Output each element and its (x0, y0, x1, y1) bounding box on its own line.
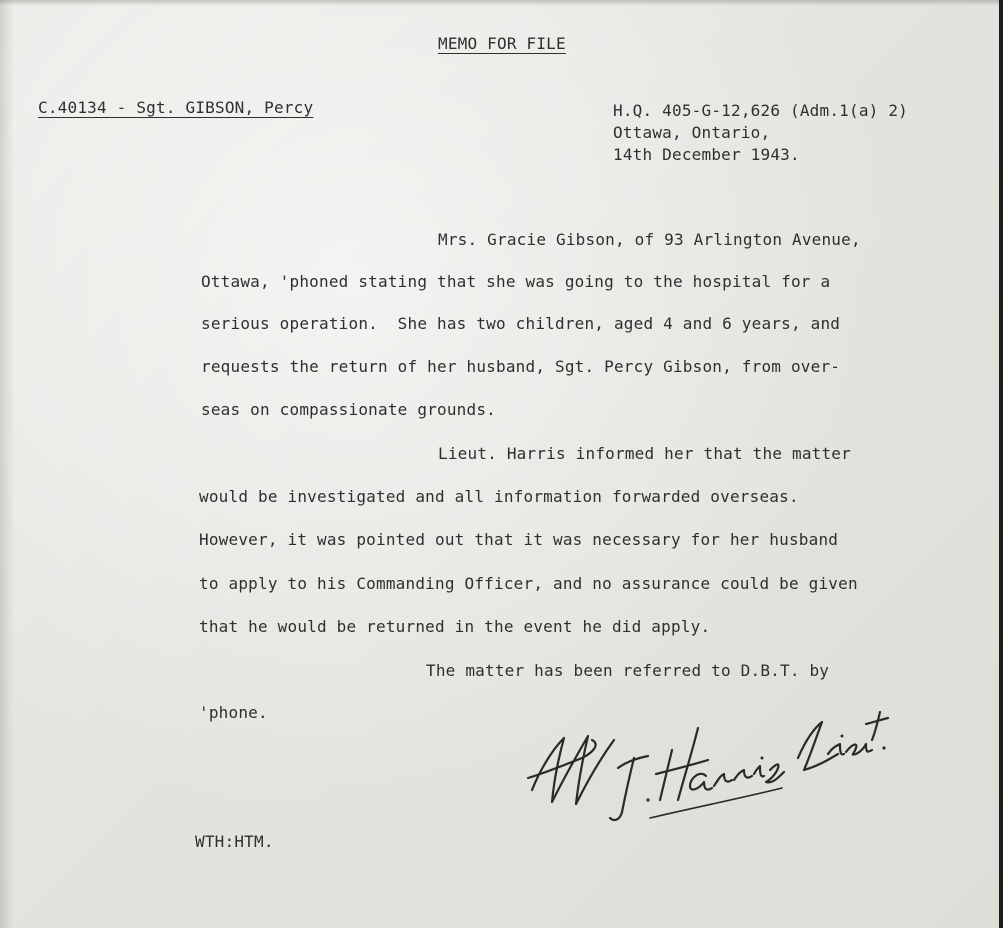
location-line: Ottawa, Ontario, (613, 123, 771, 142)
typist-initials: WTH:HTM. (195, 832, 274, 851)
paragraph1-line: serious operation. She has two children, aged 4 and 6 years, and (201, 314, 841, 333)
memo-title: MEMO FOR FILE (438, 34, 566, 53)
reference-subject: C.40134 - Sgt. GIBSON, Percy (38, 98, 314, 117)
paragraph1-line: Mrs. Gracie Gibson, of 93 Arlington Avenue, (438, 230, 861, 249)
handwritten-signature (522, 700, 892, 830)
paragraph2-line: would be investigated and all information forwarded overseas. (199, 487, 799, 506)
paragraph2-line: that he would be returned in the event he did apply. (199, 617, 711, 636)
paragraph1-line: seas on compassionate grounds. (201, 400, 496, 419)
paragraph3-line: The matter has been referred to D.B.T. by (426, 661, 830, 680)
paragraph3-line: 'phone. (199, 703, 268, 722)
paper-top-shadow (0, 0, 1003, 6)
file-reference: H.Q. 405-G-12,626 (Adm.1(a) 2) (613, 101, 908, 120)
scan-right-border (999, 0, 1003, 928)
date-line: 14th December 1943. (613, 145, 800, 164)
paragraph1-line: Ottawa, 'phoned stating that she was going to the hospital for a (201, 272, 831, 291)
paragraph2-line: However, it was pointed out that it was necessary for her husband (199, 530, 839, 549)
paper-left-shadow (0, 0, 14, 928)
paragraph2-line: Lieut. Harris informed her that the matter (438, 444, 851, 463)
paragraph1-line: requests the return of her husband, Sgt. Percy Gibson, from over- (201, 357, 841, 376)
paragraph2-line: to apply to his Commanding Officer, and no assurance could be given (199, 574, 858, 593)
